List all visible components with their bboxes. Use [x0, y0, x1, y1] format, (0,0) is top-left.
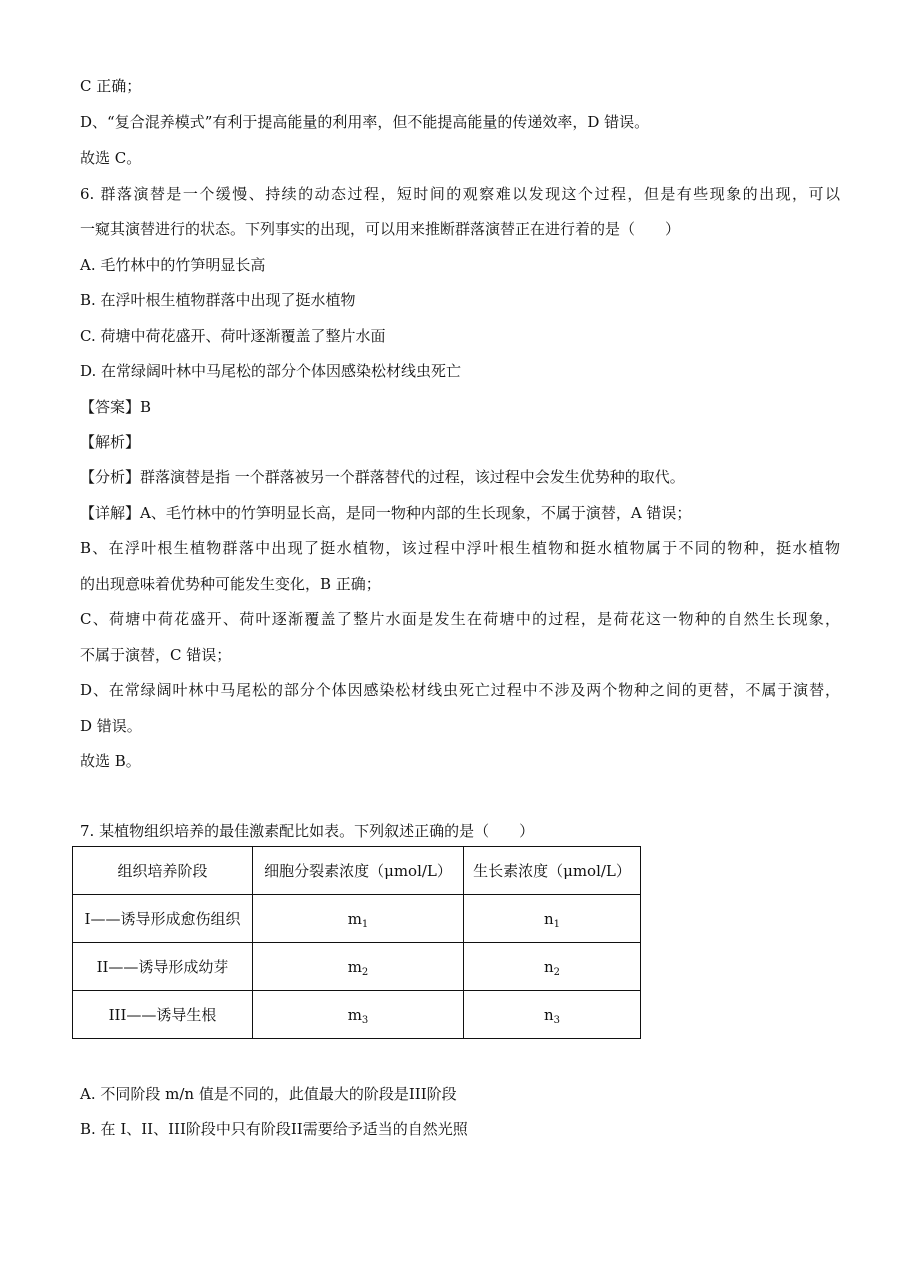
answer-label: 【答案】B [80, 398, 152, 416]
question-6-stem-line-2: 一窥其演替进行的状态。下列事实的出现，可以用来推断群落演替正在进行着的是（ ） [80, 220, 681, 238]
detail-line: B、在浮叶根生植物群落中出现了挺水植物，该过程中浮叶根生植物和挺水植物属于不同的物种，挺水植物 [80, 539, 840, 557]
q7-option-a: A. 不同阶段 m/n 值是不同的，此值最大的阶段是III阶段 [80, 1085, 457, 1103]
table-header-cell: 细胞分裂素浓度（μmol/L） [253, 847, 464, 895]
detail-line: C、荷塘中荷花盛开、荷叶逐渐覆盖了整片水面是发生在荷塘中的过程，是荷花这一物种的自然生长现象， [80, 610, 840, 628]
analysis-label: 【解析】 [80, 433, 141, 451]
stage-cell: II——诱导形成幼芽 [73, 943, 253, 991]
subscript: 3 [361, 1014, 369, 1026]
table-header-cell: 生长素浓度（μmol/L） [464, 847, 641, 895]
cytokinin-cell [253, 895, 464, 943]
option-c: C. 荷塘中荷花盛开、荷叶逐渐覆盖了整片水面 [80, 327, 386, 345]
option-b: B. 在浮叶根生植物群落中出现了挺水植物 [80, 291, 356, 309]
text-line: C 正确； [80, 77, 142, 95]
text-line: 故选 C。 [80, 149, 142, 167]
auxin-symbol: n [543, 957, 554, 976]
subscript: 2 [361, 966, 369, 978]
cytokinin-cell [253, 943, 464, 991]
auxin-cell [464, 895, 641, 943]
text-line: D、“复合混养模式”有利于提高能量的利用率，但不能提高能量的传递效率，D 错误。 [80, 113, 650, 131]
analysis-line: 【分析】群落演替是指 一个群落被另一个群落替代的过程，该过程中会发生优势种的取代。 [80, 468, 685, 486]
table-header-row [73, 847, 641, 895]
auxin-symbol: n [543, 909, 554, 928]
stage-cell: III——诱导生根 [73, 991, 253, 1039]
table-row [73, 895, 641, 943]
q7-option-b: B. 在 I、II、III阶段中只有阶段II需要给予适当的自然光照 [80, 1120, 468, 1138]
table-header-cell: 组织培养阶段 [73, 847, 253, 895]
option-a: A. 毛竹林中的竹笋明显长高 [80, 256, 266, 274]
detail-line: 不属于演替，C 错误； [80, 646, 232, 664]
cytokinin-symbol: m [347, 1005, 362, 1024]
table-row [73, 991, 641, 1039]
subscript: 1 [361, 918, 369, 930]
auxin-cell [464, 991, 641, 1039]
detail-line: D、在常绿阔叶林中马尾松的部分个体因感染松材线虫死亡过程中不涉及两个物种之间的更替，不属于演替， [80, 681, 840, 699]
detail-line: 的出现意味着优势种可能发生变化，B 正确； [80, 575, 381, 593]
subscript: 2 [553, 966, 561, 978]
subscript: 3 [553, 1014, 561, 1026]
detail-line: 【详解】A、毛竹林中的竹笋明显长高，是同一物种内部的生长现象，不属于演替，A 错误； [80, 504, 692, 522]
auxin-cell [464, 943, 641, 991]
question-6-stem-line-1: 6. 群落演替是一个缓慢、持续的动态过程，短时间的观察难以发现这个过程，但是有些现象的出现，可以 [80, 185, 840, 203]
detail-line: D 错误。 [80, 717, 142, 735]
question-7-stem: 7. 某植物组织培养的最佳激素配比如表。下列叙述正确的是（ ） [80, 822, 535, 840]
cytokinin-symbol: m [347, 957, 362, 976]
cytokinin-cell [253, 991, 464, 1039]
auxin-symbol: n [543, 1005, 554, 1024]
stage-cell: I——诱导形成愈伤组织 [73, 895, 253, 943]
hormone-ratio-table [72, 846, 641, 1039]
cytokinin-symbol: m [347, 909, 362, 928]
option-d: D. 在常绿阔叶林中马尾松的部分个体因感染松材线虫死亡 [80, 362, 462, 380]
subscript: 1 [553, 918, 561, 930]
table-row [73, 943, 641, 991]
conclusion-line: 故选 B。 [80, 752, 141, 770]
